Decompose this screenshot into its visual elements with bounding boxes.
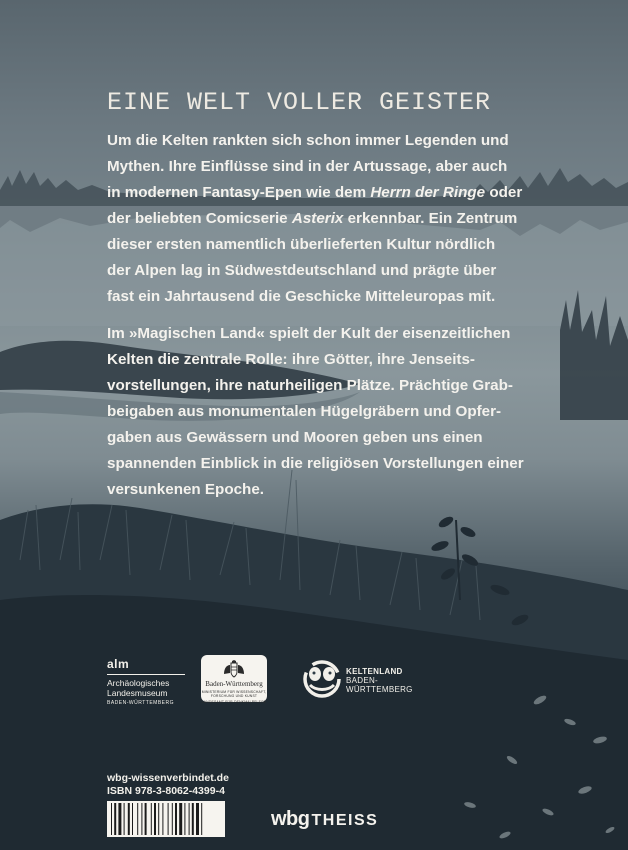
description-paragraph-1 <box>107 128 547 310</box>
text-fragment: in modernen Fantasy-Epen wie dem <box>107 184 367 201</box>
bw-name: Baden-Württemberg <box>205 680 263 688</box>
bw-ministry-line1: MINISTERIUM FÜR WISSENSCHAFT, FORSCHUNG UND KUNST <box>201 690 267 698</box>
text-line: Um die Kelten rankten sich schon immer Legenden und <box>107 132 509 149</box>
text-line: Kelten die zentrale Rolle: ihre Götter, ihre Jenseits- <box>107 351 475 368</box>
isbn-number: ISBN 978-3-8062-4399-4 <box>107 785 225 797</box>
publisher-website: wbg-wissenverbindet.de <box>107 772 229 784</box>
publisher-theiss: THEISS <box>311 812 379 829</box>
alm-logo-rule <box>107 674 185 675</box>
alm-name-line2: Landesmuseum <box>107 688 168 698</box>
book-title-herr-der-ringe: Herrn der Ringe <box>370 184 486 201</box>
text-line: spannenden Einblick in die religiösen Vorstellungen einer <box>107 455 524 472</box>
text-line: dieser ersten namentlich überlieferten Kultur nördlich <box>107 236 496 253</box>
keltenland-wordmark <box>346 667 413 694</box>
text-line: Mythen. Ihre Einflüsse sind in der Artussage, aber auch <box>107 158 508 175</box>
text-line: beigaben aus monumentalen Hügelgräbern und Opfer- <box>107 403 502 420</box>
text-fragment: der beliebten Comicserie <box>107 210 288 227</box>
text-line: fast ein Jahrtausend die Geschicke Mitteleuropas mit. <box>107 288 496 305</box>
celtic-faces-icon <box>302 659 342 699</box>
keltenland-name: KELTENLAND <box>346 667 403 676</box>
state-crest-icon <box>221 660 247 678</box>
cover-title: EINE WELT VOLLER GEISTER <box>107 88 492 117</box>
description-paragraph-2 <box>107 321 547 503</box>
publisher-info <box>107 772 229 798</box>
text-line: der Alpen lag in Südwestdeutschland und prägte über <box>107 262 497 279</box>
publisher-wbg: wbg <box>271 808 310 830</box>
alm-name-line1: Archäologisches <box>107 678 170 688</box>
text-line: Im »Magischen Land« spielt der Kult der eisenzeitlichen <box>107 325 511 342</box>
keltenland-region-line1: BADEN- <box>346 676 379 685</box>
text-fragment: erkennbar. Ein Zentrum <box>347 210 518 227</box>
keltenland-logo <box>302 659 442 699</box>
barcode <box>107 801 225 837</box>
text-line: gaben aus Gewässern und Mooren geben uns einen <box>107 429 483 446</box>
text-line <box>107 180 547 206</box>
baden-wuerttemberg-logo <box>201 655 267 702</box>
text-line <box>107 206 547 232</box>
bw-ministry-line2: LANDESAMT FÜR DENKMALPFLEGE <box>201 700 267 704</box>
text-line: versunkenen Epoche. <box>107 481 264 498</box>
publisher-logo <box>271 808 378 831</box>
text-fragment: oder <box>489 184 523 201</box>
keltenland-region-line2: WÜRTTEMBERG <box>346 685 413 694</box>
alm-state: BADEN-WÜRTTEMBERG <box>107 700 175 706</box>
alm-museum-logo <box>107 657 187 706</box>
book-title-asterix: Asterix <box>291 210 344 227</box>
alm-logo-mark: alm <box>107 657 130 671</box>
text-line: vorstellungen, ihre naturheiligen Plätze. Prächtige Grab- <box>107 377 513 394</box>
